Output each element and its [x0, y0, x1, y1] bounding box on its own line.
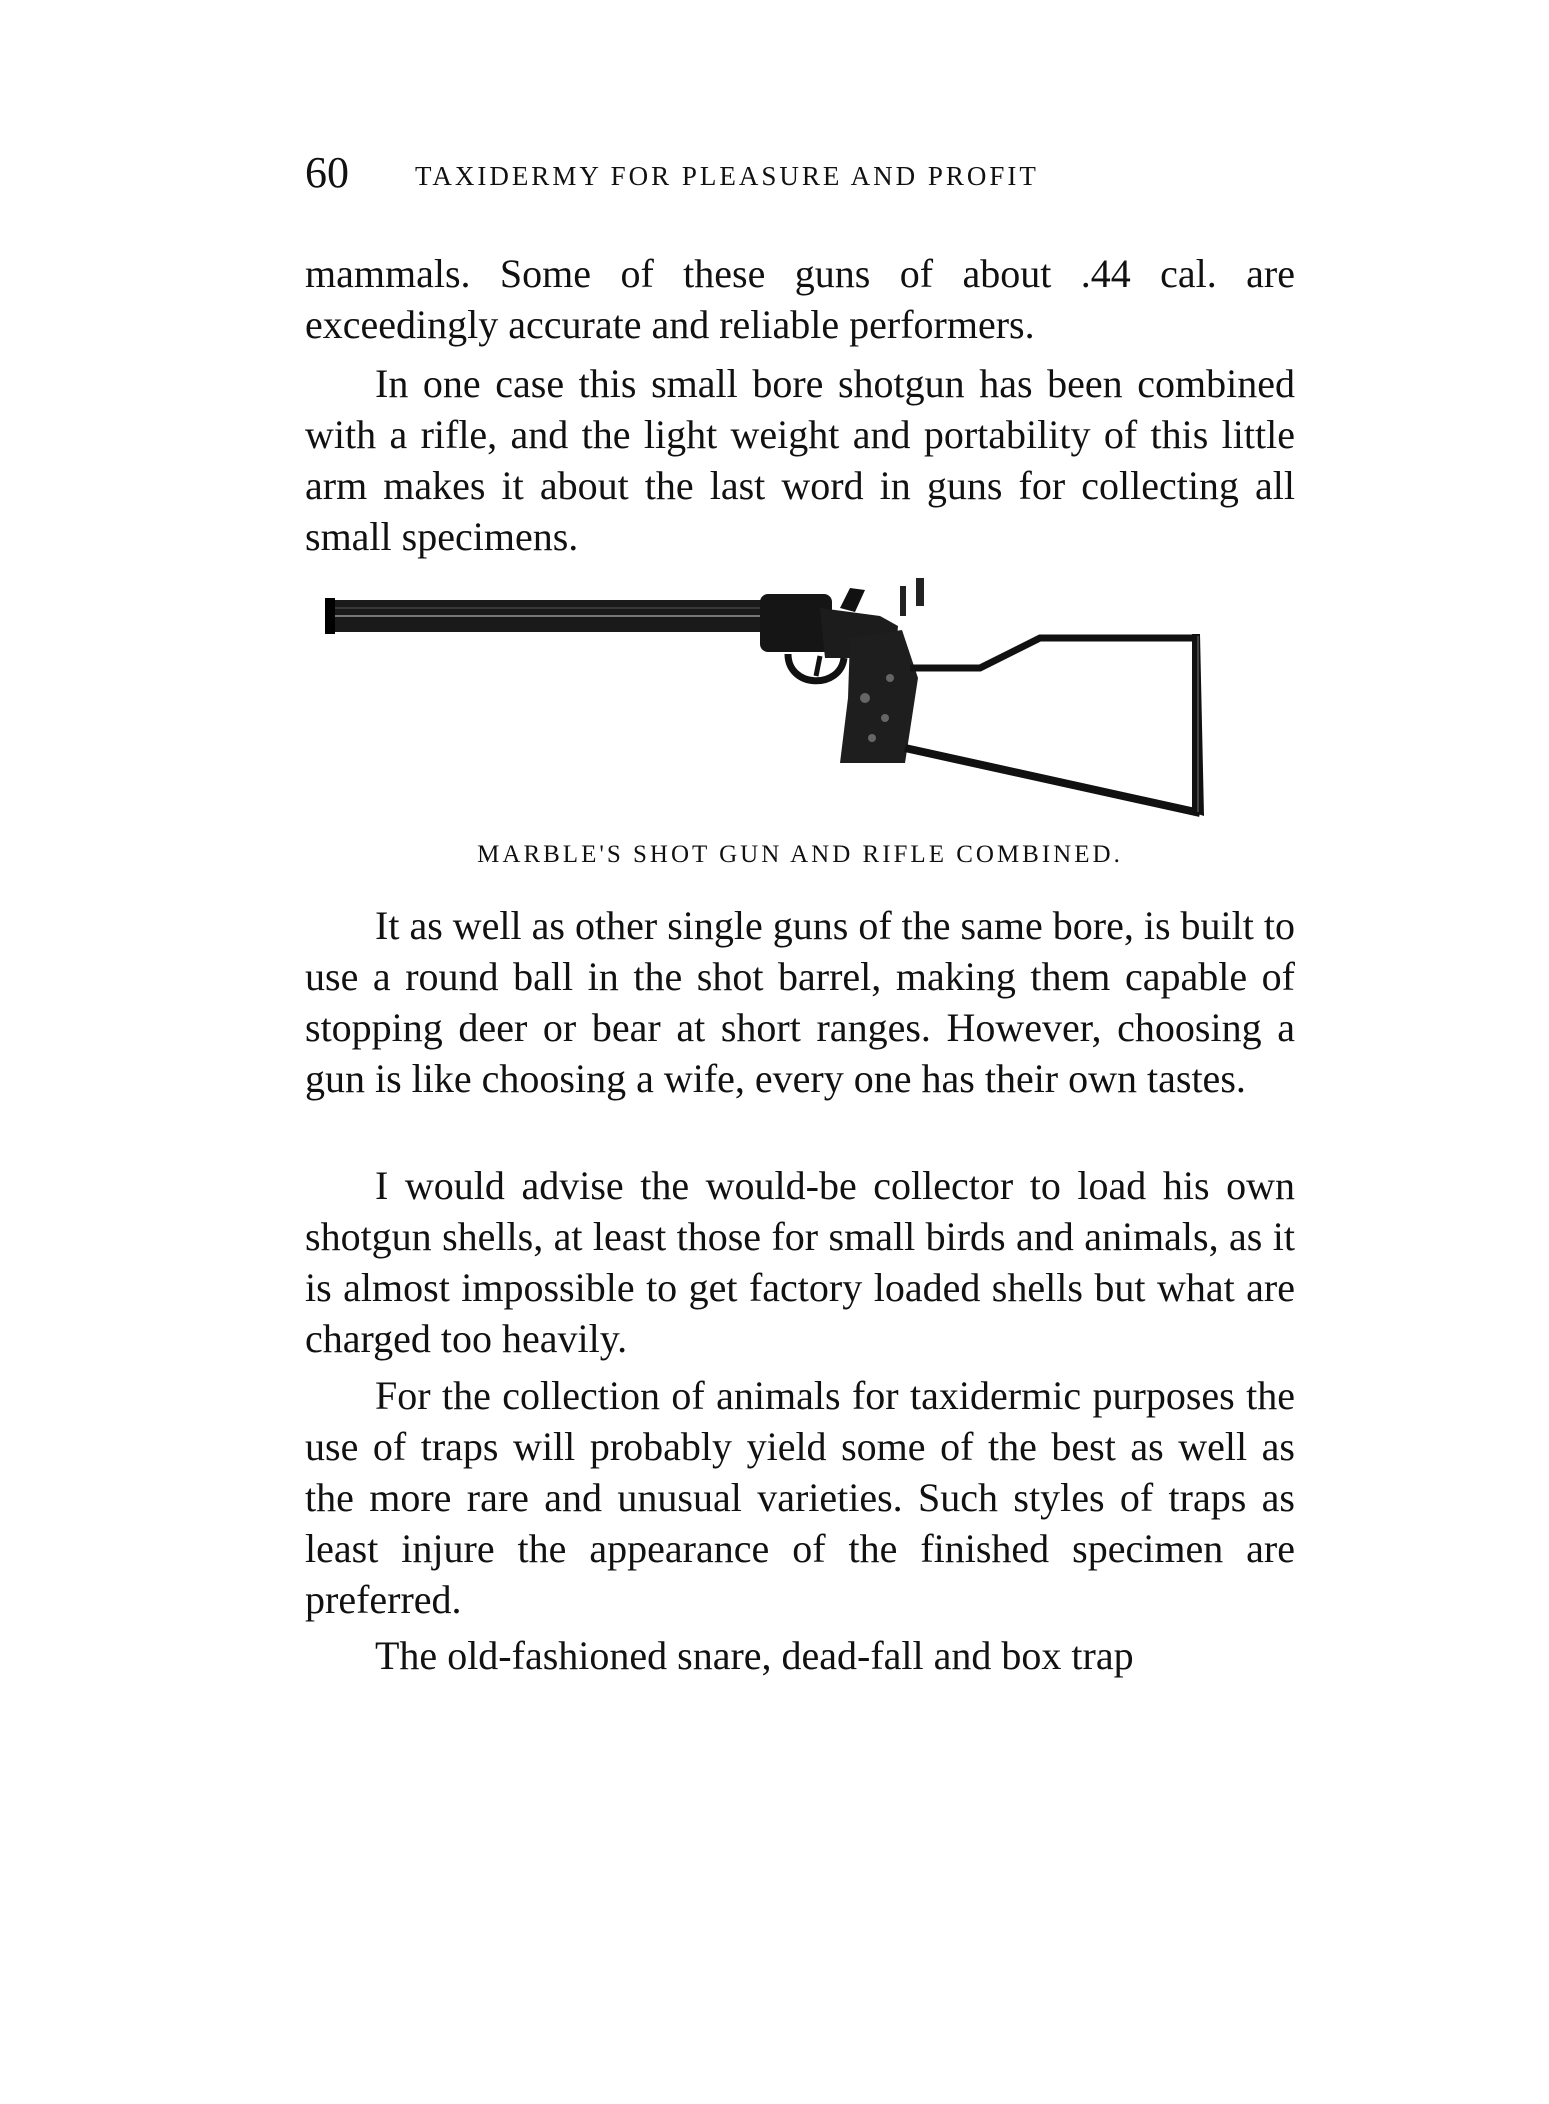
figure-caption: MARBLE'S SHOT GUN AND RIFLE COMBINED.: [477, 841, 1123, 868]
paragraph-2: In one case this small bore shotgun has been combined with a rifle, and the light weight and portability of this little arm makes it about the last word in guns for collecting all small specimens.: [305, 361, 1295, 559]
paragraph-6: The old-fashioned snare, dead-fall and box trap: [375, 1633, 1134, 1678]
paragraph-3: It as well as other single guns of the same bore, is built to use a round ball in the shot barrel, making them capable of stopping deer or bear at short ranges. However, choosing a gun is like choosing a wife, every one has their own tastes.: [305, 903, 1295, 1101]
running-head: TAXIDERMY FOR PLEASURE AND PROFIT: [415, 161, 1039, 191]
paragraph-5: For the collection of animals for taxidermic purposes the use of traps will probably yield some of the best as well as the more rare and unusual varieties. Such styles of traps as least injure the appearance of the finished specimen are preferred.: [305, 1373, 1295, 1622]
paragraph-1: mammals. Some of these guns of about .44 cal. are exceedingly accurate and reliable performers.: [305, 251, 1295, 347]
paragraph-4: I would advise the would-be collector to load his own shotgun shells, at least those for small birds and animals, as it is almost impossible to get factory loaded shells but what are charged too heavily.: [305, 1163, 1295, 1361]
page-number: 60: [305, 148, 349, 197]
page-header: [305, 148, 1305, 198]
gun-illustration: [320, 578, 1220, 823]
